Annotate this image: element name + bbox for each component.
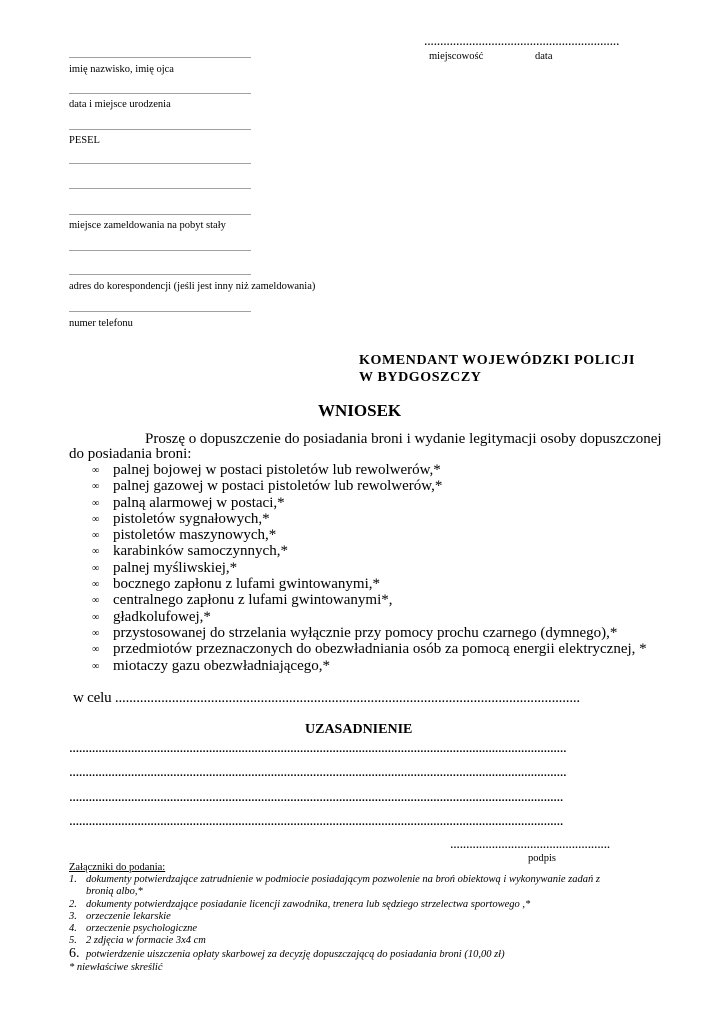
attachment-item: 4. orzeczenie psychologiczne	[69, 923, 198, 935]
correspondence-field-1[interactable]: ...........................................................................................	[69, 244, 251, 253]
weapon-type-label: pistoletów maszynowych,*	[113, 527, 277, 544]
infinity-bullet-icon: ∞	[92, 546, 100, 558]
weapon-type-label: karabinków samoczynnych,*	[113, 543, 288, 560]
attachments-section	[69, 862, 600, 975]
weapon-type-item[interactable]	[92, 527, 647, 543]
correspondence-field-2[interactable]: ...........................................................................................	[69, 268, 251, 277]
weapon-type-label: bocznego zapłonu z lufami gwintowanymi,*	[113, 576, 381, 593]
address-field-2[interactable]: ...........................................................................................	[69, 182, 251, 191]
residence-label: miejsce zameldowania na pobyt stały	[69, 220, 226, 231]
address-field-1[interactable]: ...........................................................................................	[69, 157, 251, 166]
pesel-field[interactable]: ...........................................................................................	[69, 123, 251, 132]
weapon-type-item[interactable]	[92, 511, 647, 527]
weapon-type-item[interactable]	[92, 658, 647, 674]
weapon-type-list	[92, 462, 647, 674]
infinity-bullet-icon: ∞	[92, 611, 100, 623]
weapon-type-label: pistoletów sygnałowych,*	[113, 510, 270, 527]
attachment-item: 2. dokumenty potwierdzające posiadanie licencji zawodnika, trenera lub sędziego strzelectwa sportowego ,*	[69, 898, 531, 910]
infinity-bullet-icon: ∞	[92, 595, 100, 607]
correspondence-label: adres do korespondencji (jeśli jest inny niż zameldowania)	[69, 281, 316, 292]
justification-title: UZASADNIENIE	[305, 722, 413, 737]
justification-line-2[interactable]: .........................................................................................................................................................	[69, 764, 567, 780]
infinity-bullet-icon: ∞	[92, 530, 100, 542]
weapon-type-item[interactable]	[92, 576, 647, 592]
birth-field[interactable]: ...........................................................................................	[69, 87, 251, 96]
weapon-type-label: palnej bojowej w postaci pistoletów lub rewolwerów,*	[113, 462, 441, 478]
name-field[interactable]: ...........................................................................................	[69, 51, 251, 60]
addressee-line-1: KOMENDANT WOJEWÓDZKI POLICJI	[359, 353, 636, 368]
weapon-type-item[interactable]	[92, 641, 647, 657]
pesel-label: PESEL	[69, 135, 100, 146]
attachment-item: 3. orzeczenie lekarskie	[69, 910, 171, 922]
name-label: imię nazwisko, imię ojca	[69, 64, 174, 75]
attachment-item: 6. potwierdzenie uiszczenia opłaty skarbowej za decyzję dopuszczającą do posiadania broni (10,00 zł)	[69, 946, 505, 962]
infinity-bullet-icon: ∞	[92, 562, 100, 574]
date-label: data	[535, 51, 553, 62]
weapon-type-label: gładkolufowej,*	[113, 608, 211, 625]
document-title: WNIOSEK	[318, 401, 402, 420]
weapon-type-item[interactable]	[92, 543, 647, 559]
weapon-type-item[interactable]	[92, 495, 647, 511]
weapon-type-item[interactable]	[92, 592, 647, 608]
justification-line-4[interactable]: ........................................................................................................................................................	[69, 813, 563, 829]
weapon-type-item[interactable]	[92, 609, 647, 625]
weapon-type-label: miotaczy gazu obezwładniającego,*	[113, 657, 330, 674]
weapon-type-item[interactable]	[92, 462, 647, 478]
place-date-dots[interactable]: .............................................................	[424, 34, 620, 49]
address-field-3[interactable]: ...........................................................................................	[69, 208, 251, 217]
weapon-type-item[interactable]	[92, 478, 647, 494]
phone-label: numer telefonu	[69, 318, 133, 329]
request-line-1: Proszę o dopuszczenie do posiadania broni i wydanie legitymacji osoby dopuszczonej	[145, 431, 662, 447]
infinity-bullet-icon: ∞	[92, 644, 100, 656]
infinity-bullet-icon: ∞	[92, 660, 100, 672]
infinity-bullet-icon: ∞	[92, 481, 100, 493]
request-line-2: do posiadania broni:	[69, 446, 192, 462]
attachment-item: 5. 2 zdjęcia w formacie 3x4 cm	[69, 935, 206, 947]
infinity-bullet-icon: ∞	[92, 465, 100, 476]
attachment-item-continuation: bronią albo,*	[86, 886, 143, 898]
addressee-line-2: W BYDGOSZCZY	[359, 370, 482, 385]
weapon-type-label: palnej myśliwskiej,*	[113, 559, 238, 576]
weapon-type-label: przedmiotów przeznaczonych do obezwładniania osób za pomocą energii elektrycznej, *	[113, 641, 647, 658]
weapon-type-item[interactable]	[92, 625, 647, 641]
attachments-heading: Załączniki do podania:	[69, 862, 166, 873]
purpose-field[interactable]: w celu ...................................................................................................................................	[73, 690, 580, 706]
infinity-bullet-icon: ∞	[92, 513, 100, 525]
weapon-type-label: przystosowanej do strzelania wyłącznie przy pomocy prochu czarnego (dymnego),*	[113, 624, 618, 641]
attachment-item: 1. dokumenty potwierdzające zatrudnienie w podmiocie posiadającym pozwolenie na broń obiektową i wykonywanie zadań z	[69, 874, 600, 886]
footnote: * niewłaściwe skreślić	[69, 962, 163, 974]
infinity-bullet-icon: ∞	[92, 497, 100, 509]
justification-line-3[interactable]: ........................................................................................................................................................	[69, 789, 563, 805]
weapon-type-label: palną alarmowej w postaci,*	[113, 494, 285, 511]
weapon-type-item[interactable]	[92, 560, 647, 576]
weapon-type-label: palnej gazowej w postaci pistoletów lub rewolwerów,*	[113, 478, 443, 495]
birth-label: data i miejsce urodzenia	[69, 99, 171, 110]
infinity-bullet-icon: ∞	[92, 579, 100, 591]
justification-line-1[interactable]: .........................................................................................................................................................	[69, 740, 567, 756]
weapon-type-label: centralnego zapłonu z lufami gwintowanymi*,	[113, 592, 393, 609]
place-label: miejscowość	[429, 51, 484, 62]
infinity-bullet-icon: ∞	[92, 627, 100, 639]
phone-field[interactable]: ...........................................................................................	[69, 305, 251, 314]
signature-label: podpis	[528, 853, 557, 864]
signature-field[interactable]: ..................................................	[450, 837, 611, 852]
